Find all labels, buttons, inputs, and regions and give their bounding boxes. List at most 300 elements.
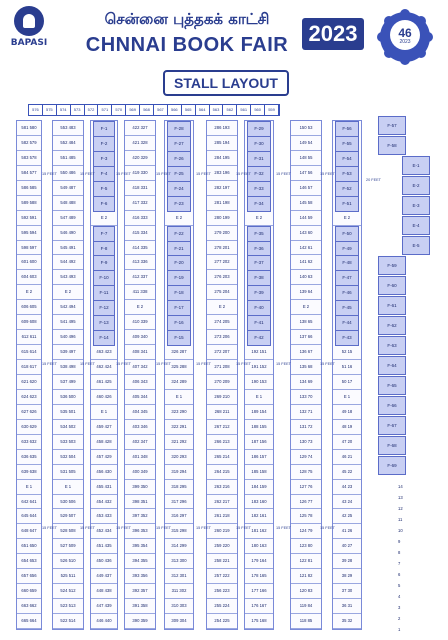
stall-row: 178 165: [245, 569, 273, 584]
stall-row: E 2: [125, 300, 155, 315]
stall-row: 412 337: [125, 270, 155, 285]
stall-row: 145 58: [291, 196, 321, 211]
stall-row: 397 352: [125, 509, 155, 524]
stall-row: 187 156: [245, 435, 273, 450]
stall-row: 183 160: [245, 495, 273, 510]
stall-row: E 1: [333, 390, 361, 405]
aisle-width-label: 15 FEET: [42, 526, 57, 530]
stall-row: E 1: [165, 390, 193, 405]
stall-row: 138 65: [291, 315, 321, 330]
stall-row: 313 300: [165, 554, 193, 569]
stall-row: 589 588: [17, 196, 41, 211]
stall-row: 453 433: [91, 509, 117, 524]
stall-row: 408 341: [125, 345, 155, 360]
stall-row: 454 432: [91, 495, 117, 510]
stall-row: 277 202: [207, 255, 237, 270]
f-block: F-19: [167, 270, 191, 286]
stall-number: 13: [398, 495, 403, 500]
stall-row: 461 425: [91, 375, 117, 390]
stall-row: E 1: [53, 480, 83, 495]
stall-row: 321 292: [165, 435, 193, 450]
stall-row: 50 17: [333, 375, 361, 390]
stall-row: 175 168: [245, 614, 273, 629]
stall-cell: 571: [98, 105, 112, 115]
stall-row: 547 489: [53, 211, 83, 226]
stall-row: 462 424: [91, 360, 117, 375]
stall-row: 323 290: [165, 405, 193, 420]
f-block: F-61: [378, 296, 406, 315]
f-block: F-30: [247, 136, 271, 152]
stall-row: 190 153: [245, 375, 273, 390]
stall-row: E 2: [17, 285, 41, 300]
stall-row: 120 83: [291, 584, 321, 599]
stall-row: 278 201: [207, 241, 237, 256]
stall-row: 124 79: [291, 524, 321, 539]
edition-year: 2023: [399, 39, 411, 45]
stall-row: 393 356: [125, 569, 155, 584]
stall-cell: 562: [223, 105, 237, 115]
stall-row: 46 21: [333, 450, 361, 465]
stall-row: 394 355: [125, 554, 155, 569]
f-block: F-49: [335, 241, 359, 257]
header: [0, 0, 448, 68]
stall-row: 414 335: [125, 241, 155, 256]
stall-row: 595 594: [17, 226, 41, 241]
stall-row: 539 497: [53, 345, 83, 360]
stall-column: [332, 120, 362, 630]
f-block: F-2: [93, 136, 115, 152]
stall-row: 126 77: [291, 495, 321, 510]
stall-row: 254 225: [207, 614, 237, 629]
stall-cell: 567: [154, 105, 168, 115]
stall-row: 460 426: [91, 390, 117, 405]
stall-row: 392 357: [125, 584, 155, 599]
e-block: E-5: [402, 236, 430, 255]
stall-row: 390 359: [125, 614, 155, 629]
f-block: F-47: [335, 270, 359, 286]
stall-row: 530 506: [53, 495, 83, 510]
e-block: E-4: [402, 216, 430, 235]
stall-row: 147 56: [291, 166, 321, 181]
f-block: F-16: [167, 315, 191, 331]
f-block: F-35: [247, 226, 271, 242]
stall-row: 592 591: [17, 211, 41, 226]
f-block: F-12: [93, 300, 115, 316]
stall-row: 188 155: [245, 420, 273, 435]
stall-row: 598 597: [17, 241, 41, 256]
stall-row: 541 495: [53, 315, 83, 330]
stall-row: 586 585: [17, 181, 41, 196]
edition-number: 46: [398, 26, 412, 40]
stall-row: 419 330: [125, 166, 155, 181]
stall-row: 310 303: [165, 599, 193, 614]
stall-row: 143 60: [291, 226, 321, 241]
stall-cell: 559: [265, 105, 279, 115]
f-block: F-10: [93, 270, 115, 286]
aisle-width-label: 15 FEET: [276, 362, 291, 366]
stall-row: 450 436: [91, 554, 117, 569]
aisle-width-label: 15 FEET: [116, 172, 131, 176]
stall-row: 285 194: [207, 136, 237, 151]
stall-row: 618 617: [17, 360, 41, 375]
stall-column: [90, 120, 118, 630]
stall-cell: 569: [126, 105, 140, 115]
stall-row: 37 30: [333, 584, 361, 599]
stall-row: 271 208: [207, 360, 237, 375]
stall-row: 121 82: [291, 569, 321, 584]
stall-column: [290, 120, 322, 630]
stall-row: 280 199: [207, 211, 237, 226]
stall-row: 391 358: [125, 599, 155, 614]
stall-row: 663 662: [17, 599, 41, 614]
stall-row: 130 73: [291, 435, 321, 450]
stall-row: 51 16: [333, 360, 361, 375]
aisle-width-label: 15 FEET: [236, 526, 251, 530]
stall-row: 413 336: [125, 255, 155, 270]
stall-row: 463 423: [91, 345, 117, 360]
f-block: F-13: [93, 315, 115, 331]
stall-number: 1: [398, 627, 401, 632]
aisle-width-label: 15 FEET: [320, 172, 335, 176]
aisle-width-label: 15 FEET: [156, 526, 171, 530]
stall-row: 410 339: [125, 315, 155, 330]
stall-row: 311 302: [165, 584, 193, 599]
stall-row: 540 496: [53, 330, 83, 345]
stall-row: 648 647: [17, 524, 41, 539]
stall-number: 5: [398, 583, 401, 588]
book-logo-icon: [14, 6, 44, 36]
stall-row: 315 298: [165, 524, 193, 539]
stall-row: 584 577: [17, 166, 41, 181]
stall-row: 322 291: [165, 420, 193, 435]
stall-row: 52 15: [333, 345, 361, 360]
stall-row: 42 25: [333, 509, 361, 524]
stall-row: 182 161: [245, 509, 273, 524]
stall-row: 582 579: [17, 136, 41, 151]
stall-row: 417 332: [125, 196, 155, 211]
stall-row: 529 507: [53, 509, 83, 524]
stall-row: 176 167: [245, 599, 273, 614]
stall-row: 552 484: [53, 136, 83, 151]
stall-row: 259 220: [207, 539, 237, 554]
stall-row: 263 216: [207, 480, 237, 495]
stall-row: 630 629: [17, 420, 41, 435]
stall-row: 281 198: [207, 196, 237, 211]
stall-row: 633 632: [17, 435, 41, 450]
f-block: F-54: [335, 151, 359, 167]
stall-row: 284 195: [207, 151, 237, 166]
f-block: F-59: [378, 256, 406, 275]
stall-row: 615 614: [17, 345, 41, 360]
stall-row: 415 334: [125, 226, 155, 241]
stall-row: 150 53: [291, 121, 321, 136]
stall-number: 3: [398, 605, 401, 610]
stall-row: 139 64: [291, 285, 321, 300]
stall-row: 449 437: [91, 569, 117, 584]
f-block: F-41: [247, 315, 271, 331]
stall-row: 44 23: [333, 480, 361, 495]
stall-row: E 1: [245, 390, 273, 405]
aisle-width-label: 15 FEET: [42, 172, 57, 176]
stall-row: 534 502: [53, 420, 83, 435]
stall-number: 14: [398, 484, 403, 489]
stall-number: 6: [398, 572, 401, 577]
stall-number: 2: [398, 616, 401, 621]
stall-row: 257 222: [207, 569, 237, 584]
f-block: F-1: [93, 121, 115, 137]
stall-row: 316 297: [165, 509, 193, 524]
aisle-width-label: 15 FEET: [196, 362, 211, 366]
stall-row: 536 500: [53, 390, 83, 405]
f-block: F-6: [93, 196, 115, 212]
stall-row: 255 224: [207, 599, 237, 614]
stall-row: 118 85: [291, 614, 321, 629]
stall-cell: 570: [112, 105, 126, 115]
stall-row: 283 196: [207, 166, 237, 181]
stall-row: 581 580: [17, 121, 41, 136]
aisle-width-label: 15 FEET: [320, 362, 335, 366]
stall-row: 324 289: [165, 375, 193, 390]
stall-row: 624 623: [17, 390, 41, 405]
stall-row: 398 351: [125, 495, 155, 510]
stall-row: 45 22: [333, 465, 361, 480]
f-block: F-38: [247, 270, 271, 286]
f-block: F-11: [93, 285, 115, 301]
f-block: F-69: [378, 456, 406, 475]
stall-row: 421 328: [125, 136, 155, 151]
stall-row: 258 221: [207, 554, 237, 569]
stall-row: 47 20: [333, 435, 361, 450]
stall-row: 645 644: [17, 509, 41, 524]
f-block: F-20: [167, 255, 191, 271]
stall-row: 416 333: [125, 211, 155, 226]
stall-row: 409 340: [125, 330, 155, 345]
f-block: F-33: [247, 181, 271, 197]
stall-row: 452 434: [91, 524, 117, 539]
f-block: F-29: [247, 121, 271, 137]
stall-row: 446 440: [91, 614, 117, 629]
stall-row: 134 69: [291, 375, 321, 390]
stall-row: 457 429: [91, 450, 117, 465]
stall-row: 642 641: [17, 495, 41, 510]
f-block: F-24: [167, 181, 191, 197]
stall-row: E 2: [333, 211, 361, 226]
stall-row: 407 342: [125, 360, 155, 375]
f-block: F-27: [167, 136, 191, 152]
stall-row: 420 329: [125, 151, 155, 166]
f-block: F-31: [247, 151, 271, 167]
aisle-width-label: 15 FEET: [196, 526, 211, 530]
stall-row: 189 154: [245, 405, 273, 420]
publisher-name: BAPASI: [10, 38, 48, 48]
stall-row: 123 80: [291, 539, 321, 554]
f-block: F-4: [93, 166, 115, 182]
stall-row: 48 19: [333, 420, 361, 435]
stall-row: 142 61: [291, 241, 321, 256]
stall-row: 525 511: [53, 569, 83, 584]
stall-row: 312 301: [165, 569, 193, 584]
f-block: F-3: [93, 151, 115, 167]
stall-row: 40 27: [333, 539, 361, 554]
stall-row: 523 513: [53, 599, 83, 614]
stall-row: 318 295: [165, 480, 193, 495]
stall-row: 179 164: [245, 554, 273, 569]
stall-row: 551 485: [53, 151, 83, 166]
stall-row: 136 67: [291, 345, 321, 360]
stall-row: 546 490: [53, 226, 83, 241]
aisle-width-label: 15 FEET: [236, 172, 251, 176]
f-block: F-28: [167, 121, 191, 137]
stall-row: 458 428: [91, 435, 117, 450]
stall-row: 267 212: [207, 420, 237, 435]
stall-row: 583 578: [17, 151, 41, 166]
stall-row: 665 664: [17, 614, 41, 629]
stall-row: 403 346: [125, 420, 155, 435]
stall-number: 4: [398, 594, 401, 599]
stall-row: 399 350: [125, 480, 155, 495]
stall-row: 627 626: [17, 405, 41, 420]
f-block: F-23: [167, 196, 191, 212]
f-block: F-26: [167, 151, 191, 167]
f-block: F-50: [335, 226, 359, 242]
stall-row: 146 57: [291, 181, 321, 196]
stall-cell: 560: [251, 105, 265, 115]
aisle-width-label: 20 FEET: [366, 178, 381, 182]
stall-row: 621 620: [17, 375, 41, 390]
stall-row: 314 299: [165, 539, 193, 554]
aisle-width-label: 15 FEET: [196, 172, 211, 176]
f-block: F-18: [167, 285, 191, 301]
aisle-width-label: 15 FEET: [80, 362, 95, 366]
stall-row: 262 217: [207, 495, 237, 510]
stall-row: 122 81: [291, 554, 321, 569]
stall-row: 180 163: [245, 539, 273, 554]
stall-column: [206, 120, 238, 630]
stall-row: 395 354: [125, 539, 155, 554]
f-block: F-55: [335, 136, 359, 152]
stall-cell: 566: [168, 105, 182, 115]
aisle-width-label: 15 FEET: [236, 362, 251, 366]
f-block: F-63: [378, 336, 406, 355]
stall-row: 135 68: [291, 360, 321, 375]
stall-row: 526 510: [53, 554, 83, 569]
stall-row: 535 501: [53, 405, 83, 420]
stall-row: 186 157: [245, 450, 273, 465]
stall-row: E 2: [91, 211, 117, 226]
f-block: F-36: [247, 241, 271, 257]
stall-row: 612 611: [17, 330, 41, 345]
f-block: F-8: [93, 241, 115, 257]
f-block: F-21: [167, 241, 191, 257]
f-block: F-66: [378, 396, 406, 415]
f-block: F-40: [247, 300, 271, 316]
stall-column: [52, 120, 84, 630]
f-block: F-9: [93, 255, 115, 271]
stall-row: 275 204: [207, 285, 237, 300]
aisle-width-label: 15 FEET: [42, 362, 57, 366]
f-block: F-60: [378, 276, 406, 295]
stall-row: 256 223: [207, 584, 237, 599]
stall-row: 184 159: [245, 480, 273, 495]
e-block: E-3: [402, 196, 430, 215]
stall-cell: 565: [182, 105, 196, 115]
aisle-width-label: 15 FEET: [116, 526, 131, 530]
stall-layout-label: STALL LAYOUT: [163, 70, 289, 96]
stall-row: 317 296: [165, 495, 193, 510]
f-block: F-14: [93, 330, 115, 346]
stall-row: 422 327: [125, 121, 155, 136]
stall-row: 455 431: [91, 480, 117, 495]
stall-cell: 568: [140, 105, 154, 115]
stall-row: 531 505: [53, 465, 83, 480]
stall-cell: 575: [43, 105, 57, 115]
f-block: F-32: [247, 166, 271, 182]
stall-row: 543 493: [53, 270, 83, 285]
stall-row: E 2: [245, 211, 273, 226]
stall-row: 127 76: [291, 480, 321, 495]
stall-row: 527 509: [53, 539, 83, 554]
f-block: F-34: [247, 196, 271, 212]
stall-row: 279 200: [207, 226, 237, 241]
f-block: F-64: [378, 356, 406, 375]
stall-row: 35 32: [333, 614, 361, 629]
stall-row: 128 75: [291, 465, 321, 480]
stall-row: 400 349: [125, 465, 155, 480]
f-block: F-43: [335, 330, 359, 346]
stall-column: [124, 120, 156, 630]
stall-row: 456 430: [91, 465, 117, 480]
stall-row: 261 218: [207, 509, 237, 524]
stall-row: 265 214: [207, 450, 237, 465]
e-block: E-1: [402, 156, 430, 175]
page-title: CHNNAI BOOK FAIR: [85, 34, 289, 56]
stall-row: E 2: [53, 285, 83, 300]
f-block: F-25: [167, 166, 191, 182]
f-block: F-53: [335, 166, 359, 182]
stall-row: 260 219: [207, 524, 237, 539]
f-block: F-52: [335, 181, 359, 197]
stall-cell: 561: [237, 105, 251, 115]
stall-row: 125 78: [291, 509, 321, 524]
stall-row: 447 439: [91, 599, 117, 614]
stall-row: 401 348: [125, 450, 155, 465]
stall-row: 148 55: [291, 151, 321, 166]
f-block: F-62: [378, 316, 406, 335]
stall-row: 544 492: [53, 255, 83, 270]
stall-row: 268 211: [207, 405, 237, 420]
stall-number: 8: [398, 550, 401, 555]
stall-row: 451 435: [91, 539, 117, 554]
f-block: F-39: [247, 285, 271, 301]
bapasi-logo: [6, 6, 52, 66]
stall-row: 282 197: [207, 181, 237, 196]
stall-number: 12: [398, 506, 403, 511]
stall-row: 185 158: [245, 465, 273, 480]
stall-row: 309 304: [165, 614, 193, 629]
stall-row: 553 483: [53, 121, 83, 136]
title-tamil: சென்னை புத்தகக் காட்சி: [104, 10, 270, 28]
aisle-width-label: 15 FEET: [276, 526, 291, 530]
stall-row: 269 210: [207, 390, 237, 405]
stall-number: 10: [398, 528, 403, 533]
stall-cell: 576: [29, 105, 43, 115]
46th-edition-emblem: [376, 8, 434, 66]
stall-row: E 1: [91, 405, 117, 420]
stall-row: 606 605: [17, 300, 41, 315]
stall-row: 319 294: [165, 465, 193, 480]
stall-row: 411 338: [125, 285, 155, 300]
stall-cell: 572: [85, 105, 99, 115]
